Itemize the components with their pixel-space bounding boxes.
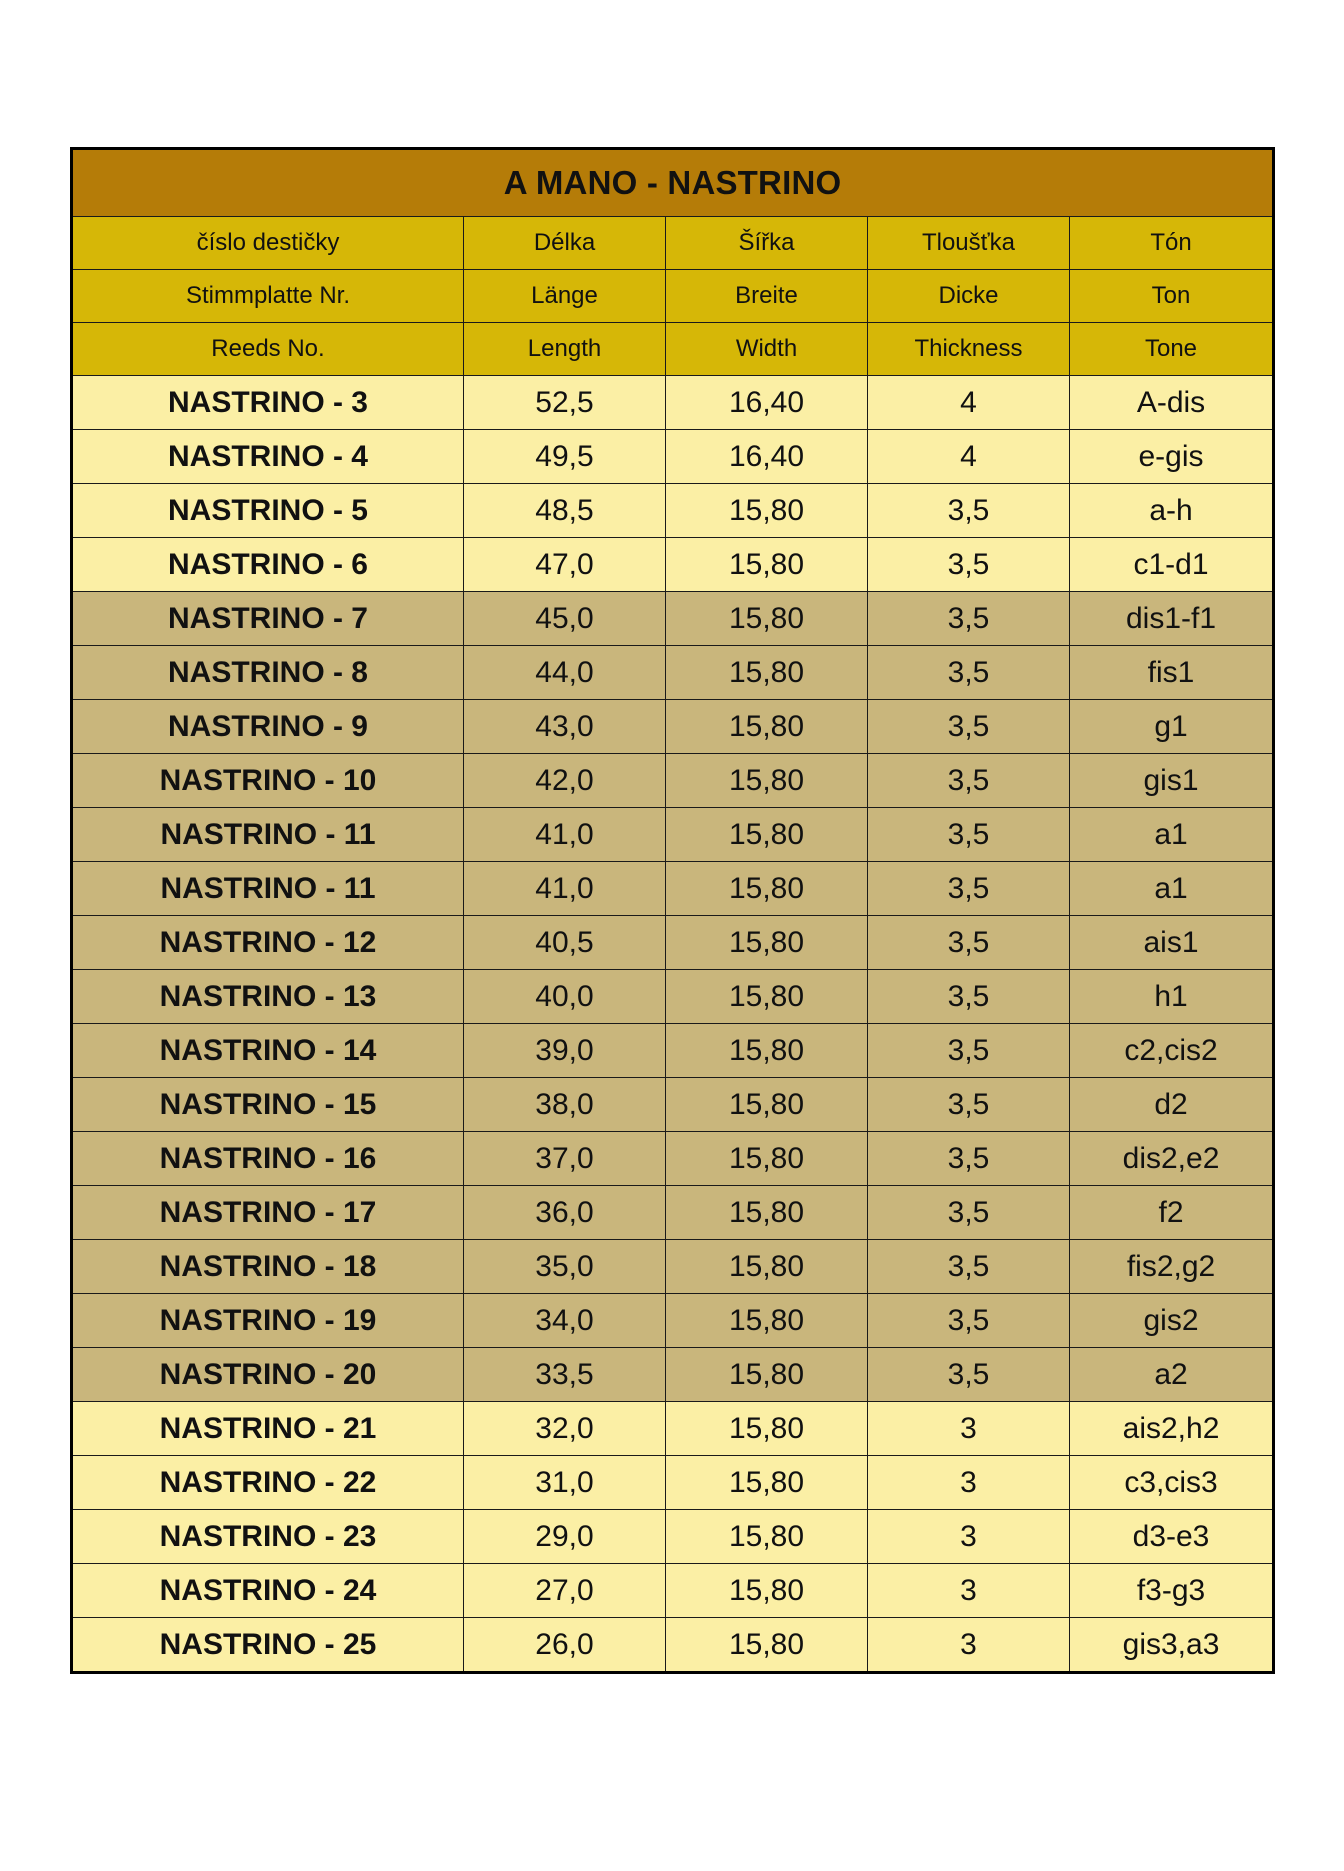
header-cell: Length <box>464 323 666 376</box>
cell-length: 33,5 <box>464 1348 666 1402</box>
cell-thickness: 3,5 <box>868 700 1070 754</box>
cell-length: 42,0 <box>464 754 666 808</box>
header-cell: Width <box>666 323 868 376</box>
cell-name: NASTRINO - 6 <box>72 538 464 592</box>
cell-name: NASTRINO - 7 <box>72 592 464 646</box>
cell-length: 31,0 <box>464 1456 666 1510</box>
cell-name: NASTRINO - 3 <box>72 376 464 430</box>
cell-width: 15,80 <box>666 1186 868 1240</box>
cell-thickness: 3 <box>868 1618 1070 1673</box>
cell-tone: fis2,g2 <box>1070 1240 1274 1294</box>
table-row <box>72 1564 1274 1618</box>
cell-tone: g1 <box>1070 700 1274 754</box>
cell-length: 49,5 <box>464 430 666 484</box>
cell-thickness: 3,5 <box>868 592 1070 646</box>
cell-length: 48,5 <box>464 484 666 538</box>
table-row <box>72 430 1274 484</box>
table-row <box>72 970 1274 1024</box>
cell-length: 34,0 <box>464 1294 666 1348</box>
cell-name: NASTRINO - 22 <box>72 1456 464 1510</box>
table-row <box>72 1618 1274 1673</box>
table-row <box>72 1348 1274 1402</box>
table-row <box>72 592 1274 646</box>
table-row <box>72 1510 1274 1564</box>
cell-thickness: 3,5 <box>868 1132 1070 1186</box>
cell-width: 15,80 <box>666 538 868 592</box>
cell-name: NASTRINO - 17 <box>72 1186 464 1240</box>
cell-name: NASTRINO - 15 <box>72 1078 464 1132</box>
cell-length: 40,5 <box>464 916 666 970</box>
cell-thickness: 3,5 <box>868 754 1070 808</box>
cell-name: NASTRINO - 9 <box>72 700 464 754</box>
cell-tone: c1-d1 <box>1070 538 1274 592</box>
cell-width: 15,80 <box>666 970 868 1024</box>
cell-tone: a1 <box>1070 808 1274 862</box>
cell-length: 38,0 <box>464 1078 666 1132</box>
cell-thickness: 3,5 <box>868 808 1070 862</box>
table-row <box>72 376 1274 430</box>
cell-thickness: 3,5 <box>868 1078 1070 1132</box>
header-row-czech <box>72 217 1274 270</box>
cell-tone: gis1 <box>1070 754 1274 808</box>
cell-width: 15,80 <box>666 754 868 808</box>
cell-thickness: 3 <box>868 1402 1070 1456</box>
cell-tone: dis1-f1 <box>1070 592 1274 646</box>
cell-tone: gis2 <box>1070 1294 1274 1348</box>
cell-thickness: 4 <box>868 430 1070 484</box>
cell-width: 15,80 <box>666 1078 868 1132</box>
header-cell: Šířka <box>666 217 868 270</box>
cell-length: 36,0 <box>464 1186 666 1240</box>
cell-name: NASTRINO - 11 <box>72 862 464 916</box>
cell-name: NASTRINO - 18 <box>72 1240 464 1294</box>
cell-width: 16,40 <box>666 430 868 484</box>
header-cell: Délka <box>464 217 666 270</box>
cell-tone: e-gis <box>1070 430 1274 484</box>
header-cell: Breite <box>666 270 868 323</box>
cell-name: NASTRINO - 16 <box>72 1132 464 1186</box>
header-cell: Ton <box>1070 270 1274 323</box>
cell-width: 15,80 <box>666 808 868 862</box>
cell-tone: c3,cis3 <box>1070 1456 1274 1510</box>
cell-thickness: 3,5 <box>868 1186 1070 1240</box>
cell-length: 32,0 <box>464 1402 666 1456</box>
cell-width: 15,80 <box>666 1456 868 1510</box>
cell-thickness: 3,5 <box>868 970 1070 1024</box>
table-row <box>72 1456 1274 1510</box>
cell-width: 15,80 <box>666 1294 868 1348</box>
cell-width: 15,80 <box>666 1510 868 1564</box>
cell-width: 15,80 <box>666 592 868 646</box>
cell-width: 15,80 <box>666 1402 868 1456</box>
header-cell: Länge <box>464 270 666 323</box>
table-row <box>72 1294 1274 1348</box>
cell-length: 35,0 <box>464 1240 666 1294</box>
cell-length: 44,0 <box>464 646 666 700</box>
cell-tone: f3-g3 <box>1070 1564 1274 1618</box>
header-cell: Tone <box>1070 323 1274 376</box>
cell-width: 15,80 <box>666 1564 868 1618</box>
cell-tone: a1 <box>1070 862 1274 916</box>
cell-name: NASTRINO - 19 <box>72 1294 464 1348</box>
cell-tone: c2,cis2 <box>1070 1024 1274 1078</box>
cell-length: 47,0 <box>464 538 666 592</box>
cell-name: NASTRINO - 23 <box>72 1510 464 1564</box>
table-row <box>72 916 1274 970</box>
cell-name: NASTRINO - 13 <box>72 970 464 1024</box>
cell-width: 15,80 <box>666 646 868 700</box>
cell-name: NASTRINO - 24 <box>72 1564 464 1618</box>
cell-width: 15,80 <box>666 1618 868 1673</box>
table-row <box>72 1024 1274 1078</box>
table-row <box>72 1186 1274 1240</box>
table-row <box>72 1078 1274 1132</box>
cell-thickness: 3,5 <box>868 1348 1070 1402</box>
cell-length: 39,0 <box>464 1024 666 1078</box>
cell-thickness: 3 <box>868 1564 1070 1618</box>
cell-tone: a-h <box>1070 484 1274 538</box>
cell-thickness: 3,5 <box>868 484 1070 538</box>
cell-name: NASTRINO - 5 <box>72 484 464 538</box>
data-rows <box>72 376 1274 1673</box>
cell-thickness: 3 <box>868 1456 1070 1510</box>
table-title: A MANO - NASTRINO <box>72 149 1274 217</box>
cell-name: NASTRINO - 8 <box>72 646 464 700</box>
cell-length: 26,0 <box>464 1618 666 1673</box>
cell-length: 40,0 <box>464 970 666 1024</box>
cell-width: 15,80 <box>666 1240 868 1294</box>
table-row <box>72 808 1274 862</box>
cell-width: 15,80 <box>666 700 868 754</box>
cell-name: NASTRINO - 25 <box>72 1618 464 1673</box>
cell-tone: d3-e3 <box>1070 1510 1274 1564</box>
cell-width: 16,40 <box>666 376 868 430</box>
header-rows <box>72 217 1274 376</box>
cell-tone: h1 <box>1070 970 1274 1024</box>
cell-length: 29,0 <box>464 1510 666 1564</box>
reed-spec-sheet <box>70 147 1272 1674</box>
table-row <box>72 862 1274 916</box>
cell-thickness: 3,5 <box>868 538 1070 592</box>
table-row <box>72 1132 1274 1186</box>
cell-thickness: 3,5 <box>868 1240 1070 1294</box>
cell-name: NASTRINO - 11 <box>72 808 464 862</box>
header-cell: Stimmplatte Nr. <box>72 270 464 323</box>
cell-thickness: 3,5 <box>868 646 1070 700</box>
table-title-row <box>72 149 1274 217</box>
cell-thickness: 3,5 <box>868 1024 1070 1078</box>
cell-name: NASTRINO - 20 <box>72 1348 464 1402</box>
cell-name: NASTRINO - 14 <box>72 1024 464 1078</box>
cell-length: 52,5 <box>464 376 666 430</box>
cell-width: 15,80 <box>666 484 868 538</box>
header-cell: Tloušťka <box>868 217 1070 270</box>
reed-spec-table <box>70 147 1275 1674</box>
header-cell: číslo destičky <box>72 217 464 270</box>
cell-thickness: 3 <box>868 1510 1070 1564</box>
cell-tone: dis2,e2 <box>1070 1132 1274 1186</box>
header-cell: Tón <box>1070 217 1274 270</box>
cell-length: 41,0 <box>464 808 666 862</box>
cell-length: 43,0 <box>464 700 666 754</box>
cell-thickness: 4 <box>868 376 1070 430</box>
cell-name: NASTRINO - 21 <box>72 1402 464 1456</box>
cell-tone: fis1 <box>1070 646 1274 700</box>
cell-tone: ais1 <box>1070 916 1274 970</box>
table-row <box>72 646 1274 700</box>
table-row <box>72 484 1274 538</box>
cell-thickness: 3,5 <box>868 916 1070 970</box>
cell-length: 45,0 <box>464 592 666 646</box>
cell-width: 15,80 <box>666 1348 868 1402</box>
table-row <box>72 754 1274 808</box>
cell-name: NASTRINO - 4 <box>72 430 464 484</box>
table-row <box>72 538 1274 592</box>
cell-tone: f2 <box>1070 1186 1274 1240</box>
cell-width: 15,80 <box>666 1024 868 1078</box>
cell-length: 37,0 <box>464 1132 666 1186</box>
cell-name: NASTRINO - 10 <box>72 754 464 808</box>
table-row <box>72 1240 1274 1294</box>
header-cell: Thickness <box>868 323 1070 376</box>
cell-tone: A-dis <box>1070 376 1274 430</box>
cell-length: 27,0 <box>464 1564 666 1618</box>
table-row <box>72 700 1274 754</box>
table-row <box>72 1402 1274 1456</box>
cell-tone: d2 <box>1070 1078 1274 1132</box>
cell-thickness: 3,5 <box>868 862 1070 916</box>
cell-name: NASTRINO - 12 <box>72 916 464 970</box>
cell-width: 15,80 <box>666 1132 868 1186</box>
cell-tone: a2 <box>1070 1348 1274 1402</box>
header-row-english <box>72 323 1274 376</box>
header-row-german <box>72 270 1274 323</box>
cell-tone: ais2,h2 <box>1070 1402 1274 1456</box>
cell-width: 15,80 <box>666 862 868 916</box>
cell-tone: gis3,a3 <box>1070 1618 1274 1673</box>
header-cell: Reeds No. <box>72 323 464 376</box>
cell-thickness: 3,5 <box>868 1294 1070 1348</box>
header-cell: Dicke <box>868 270 1070 323</box>
cell-width: 15,80 <box>666 916 868 970</box>
cell-length: 41,0 <box>464 862 666 916</box>
